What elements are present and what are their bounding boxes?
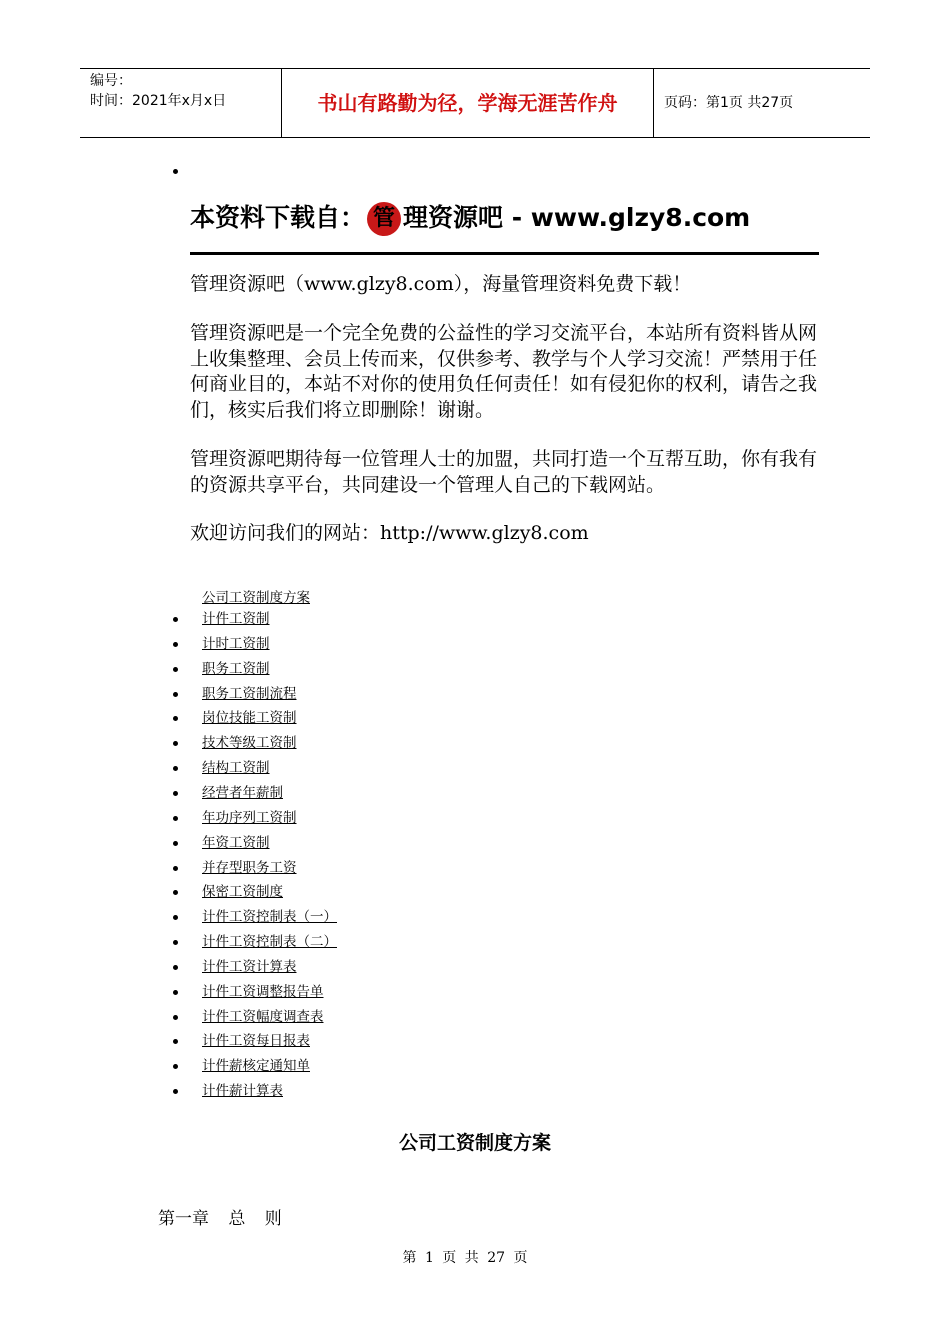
- banner-paragraph-4: 欢迎访问我们的网站：http://www.glzy8.com: [190, 522, 589, 544]
- number-label: 编号：: [90, 73, 132, 89]
- toc-link[interactable]: 职务工资制: [202, 660, 270, 677]
- document-title: 公司工资制度方案: [398, 1132, 551, 1154]
- bullet-icon: [173, 741, 178, 746]
- toc-link-first[interactable]: 公司工资制度方案: [202, 590, 310, 606]
- bullet-icon: [173, 940, 178, 945]
- page-header: [80, 68, 870, 138]
- toc-link[interactable]: 并存型职务工资: [202, 859, 297, 876]
- toc-link[interactable]: 计件工资控制表（二）: [202, 934, 337, 951]
- banner-paragraph-1: 管理资源吧（www.glzy8.com），海量管理资料免费下载！: [190, 273, 692, 295]
- bullet-icon: [173, 816, 178, 821]
- toc-link[interactable]: 年资工资制: [202, 834, 270, 851]
- bullet-icon: [173, 791, 178, 796]
- toc-link[interactable]: 结构工资制: [202, 760, 270, 777]
- header-meta-cell: [80, 69, 282, 137]
- motto: 书山有路勤为径，学海无涯苦作舟: [282, 69, 654, 137]
- toc-link[interactable]: 经营者年薪制: [202, 784, 283, 801]
- bullet-icon: [173, 1064, 178, 1069]
- page-info: 页码：第1页 共27页: [664, 95, 794, 111]
- bullet-icon: [173, 1015, 178, 1020]
- toc-link[interactable]: 年功序列工资制: [202, 809, 297, 826]
- toc-link[interactable]: 计件工资控制表（一）: [202, 909, 337, 926]
- bullet-icon: [173, 169, 178, 174]
- toc-link[interactable]: 保密工资制度: [202, 884, 283, 901]
- bullet-icon: [173, 890, 178, 895]
- toc-link[interactable]: 计件工资每日报表: [202, 1033, 310, 1050]
- bullet-icon: [173, 617, 178, 622]
- banner-divider: [190, 252, 819, 255]
- toc-link[interactable]: 计件工资计算表: [202, 958, 297, 975]
- bullet-icon: [173, 841, 178, 846]
- banner-paragraph-3: 管理资源吧期待每一位管理人士的加盟，共同打造一个互帮互助，你有我有的资源共享平台，共同建设一个管理人自己的下载网站。: [190, 448, 818, 496]
- bullet-icon: [173, 1039, 178, 1044]
- banner-title-prefix: 本资料下载自：: [190, 203, 366, 232]
- toc-link[interactable]: 职务工资制流程: [202, 685, 297, 702]
- chapter-heading: 第一章 总 则: [158, 1209, 282, 1229]
- bullet-icon: [173, 692, 178, 697]
- toc-link[interactable]: 计件工资制: [202, 611, 270, 627]
- banner-title-suffix: 理资源吧 - www.glzy8.com: [403, 203, 751, 232]
- banner-paragraph-2: 管理资源吧是一个完全免费的公益性的学习交流平台，本站所有资料皆从网上收集整理、会员上传而来，仅供参考、教学与个人学习交流！严禁用于任何商业目的，本站不对你的使用负任何责任！如有侵犯你的权利，请告之我们，核实后我们将立即删除！谢谢。: [190, 322, 818, 421]
- logo-icon: 管: [367, 202, 401, 236]
- bullet-icon: [173, 716, 178, 721]
- bullet-icon: [173, 667, 178, 672]
- bullet-icon: [173, 866, 178, 871]
- toc-link[interactable]: 计件薪核定通知单: [202, 1058, 310, 1075]
- toc-link[interactable]: 计时工资制: [202, 635, 270, 652]
- bullet-icon: [173, 990, 178, 995]
- bullet-icon: [173, 965, 178, 970]
- toc-link[interactable]: 岗位技能工资制: [202, 710, 297, 727]
- page-footer: 第 1 页 共 27 页: [402, 1250, 528, 1266]
- bullet-icon: [173, 1089, 178, 1094]
- bullet-icon: [173, 915, 178, 920]
- time-label: 时间：2021年x月x日: [90, 93, 227, 109]
- toc-link[interactable]: 计件薪计算表: [202, 1083, 283, 1100]
- banner-title: [190, 198, 750, 236]
- bullet-icon: [173, 766, 178, 771]
- bullet-icon: [173, 642, 178, 647]
- toc-link[interactable]: 技术等级工资制: [202, 735, 297, 752]
- toc-link[interactable]: 计件工资调整报告单: [202, 983, 324, 1000]
- toc-link[interactable]: 计件工资幅度调查表: [202, 1008, 324, 1025]
